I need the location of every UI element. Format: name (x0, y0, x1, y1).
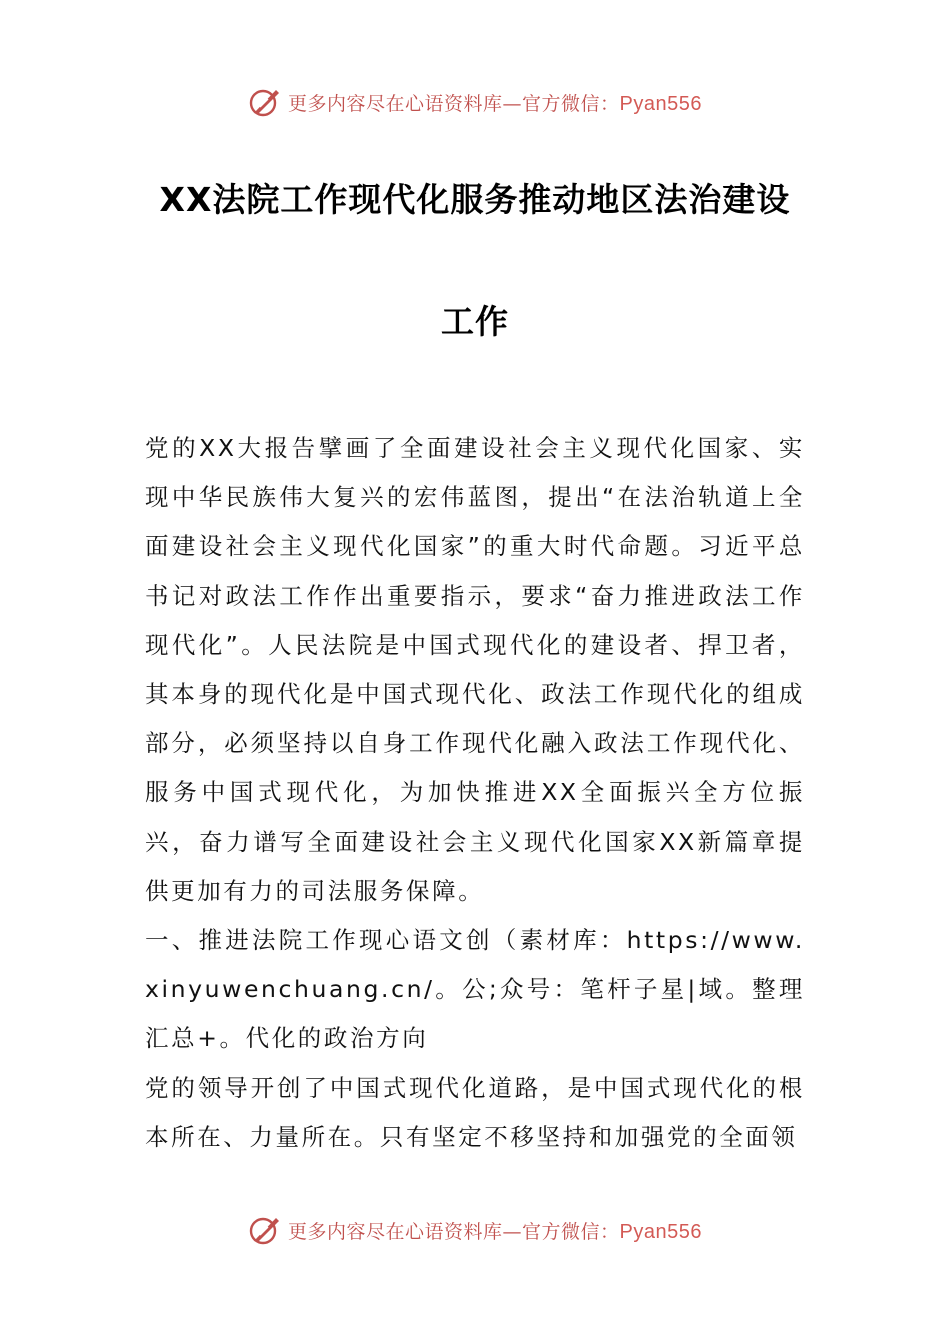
intro-paragraph: 党的XX大报告擘画了全面建设社会主义现代化国家、实现中华民族伟大复兴的宏伟蓝图，提出“在法治轨道上全面建设社会主义现代化国家”的重大时代命题。习近平总书记对政法工作作出重要指示，要求“奋力推进政法工作现代化”。人民法院是中国式现代化的建设者、捍卫者，其本身的现代化是中国式现代化、政法工作现代化的组成部分，必须坚持以自身工作现代化融入政法工作现代化、服务中国式现代化，为加快推进XX全面振兴全方位振兴，奋力谱写全面建设社会主义现代化国家XX新篇章提供更加有力的司法服务保障。 (145, 434, 805, 905)
watermark-text: 更多内容尽在心语资料库—官方微信：Pyan556 (288, 92, 702, 115)
document-body (145, 424, 805, 1162)
quill-logo-icon (248, 85, 282, 119)
watermark-wechat-id: Pyan556 (619, 1220, 702, 1243)
section-paragraph: 党的领导开创了中国式现代化道路，是中国式现代化的根本所在、力量所在。只有坚定不移坚持和加强党的全面领 (145, 1073, 805, 1151)
header-watermark (0, 82, 950, 122)
document-title: XX法院工作现代化服务推动地区法治建设 (159, 180, 791, 219)
quill-logo-icon (248, 1213, 282, 1247)
footer-watermark (0, 1210, 950, 1250)
watermark-text: 更多内容尽在心语资料库—官方微信：Pyan556 (288, 1220, 702, 1243)
watermark-wechat-id: Pyan556 (619, 92, 702, 115)
document-title-continued: 工作 (441, 302, 509, 341)
section-heading-1: 一、推进法院工作现心语文创（素材库：https://www.xinyuwenchuang.cn/。公;众号：笔杆子星|域。整理汇总+。代化的政治方向 (145, 926, 805, 1053)
